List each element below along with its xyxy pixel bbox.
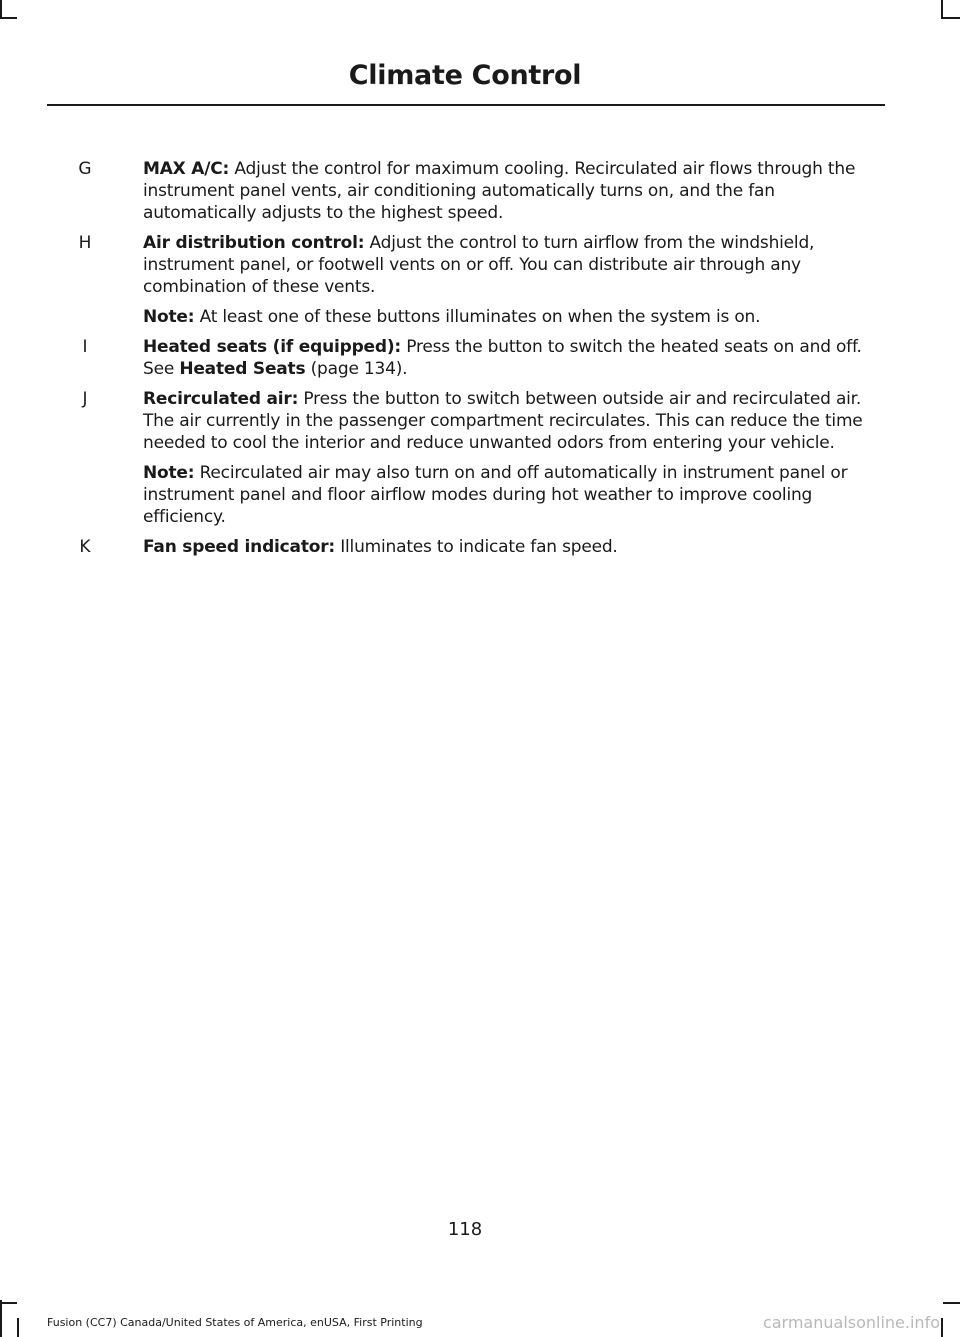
entry-g [0, 158, 960, 224]
cross-reference-link[interactable]: Heated Seats [179, 359, 306, 379]
crop-mark-top-right-vertical [941, 0, 943, 19]
crop-mark-top-right-horizontal [943, 17, 960, 19]
crop-mark-bottom-left-inner [17, 1318, 19, 1337]
crop-mark-bottom-right-vertical [941, 1318, 943, 1337]
note-text: Recirculated air may also turn on and off automatically in instrument panel or instrument panel and floor airflow modes during hot weather to improve cooling efficiency. [143, 463, 848, 527]
page-number: 118 [447, 1219, 483, 1240]
entry-letter: I [82, 337, 88, 357]
entry-description: Adjust the control to turn airflow from the windshield, instrument panel, or footwell vents on or off. You can distribute air through any combination of these vents. [143, 233, 815, 297]
entry-letter: G [78, 159, 92, 179]
entry-body [143, 158, 878, 224]
entry-paragraph [143, 336, 878, 380]
entry-note [143, 306, 878, 328]
crop-mark-bottom-left-vertical [0, 1300, 2, 1337]
entry-term: Fan speed indicator: [143, 537, 336, 557]
crop-mark-bottom-right-horizontal [943, 1302, 960, 1304]
entry-paragraph [143, 388, 878, 454]
entry-body [143, 336, 878, 380]
entry-paragraph [143, 232, 878, 298]
entry-body [143, 536, 878, 558]
note-text: At least one of these buttons illuminates on when the system is on. [194, 307, 761, 327]
entry-list [0, 158, 960, 566]
entry-term: MAX A/C: [143, 159, 230, 179]
note-label: Note: [143, 307, 195, 327]
entry-j [0, 388, 960, 528]
entry-paragraph [143, 158, 878, 224]
entry-i [0, 336, 960, 380]
entry-paragraph [143, 536, 878, 558]
cross-reference-page: (page 134). [305, 359, 408, 379]
entry-term: Air distribution control: [143, 233, 365, 253]
note-label: Note: [143, 463, 195, 483]
page-title: Climate Control [348, 60, 582, 91]
crop-mark-top-left-vertical [0, 0, 2, 17]
watermark: carmanualsonline.info [762, 1313, 940, 1332]
entry-k [0, 536, 960, 558]
entry-letter: K [79, 537, 91, 557]
header-divider [47, 104, 885, 106]
entry-body [143, 388, 878, 528]
entry-description: Illuminates to indicate fan speed. [335, 537, 618, 557]
entry-term: Heated seats (if equipped): [143, 337, 402, 357]
entry-description: Adjust the control for maximum cooling. Recirculated air flows through the instrument panel vents, air conditioning automatically turns on, and the fan automatically adjusts to the highest speed. [143, 159, 856, 223]
entry-body [143, 232, 878, 328]
entry-letter: H [78, 233, 92, 253]
crop-mark-bottom-left-horizontal [0, 1302, 17, 1304]
crop-mark-top-left-horizontal [0, 17, 17, 19]
entry-description: Press the button to switch the heated seats on and off. See [143, 337, 862, 379]
entry-h [0, 232, 960, 328]
entry-description: Press the button to switch between outside air and recirculated air. The air currently in the passenger compartment recirculates. This can reduce the time needed to cool the interior and reduce unwanted odors from entering your vehicle. [143, 389, 863, 453]
entry-letter: J [82, 389, 88, 409]
entry-note [143, 462, 878, 528]
entry-term: Recirculated air: [143, 389, 299, 409]
footer-edition: Fusion (CC7) Canada/United States of America, enUSA, First Printing [47, 1316, 423, 1329]
